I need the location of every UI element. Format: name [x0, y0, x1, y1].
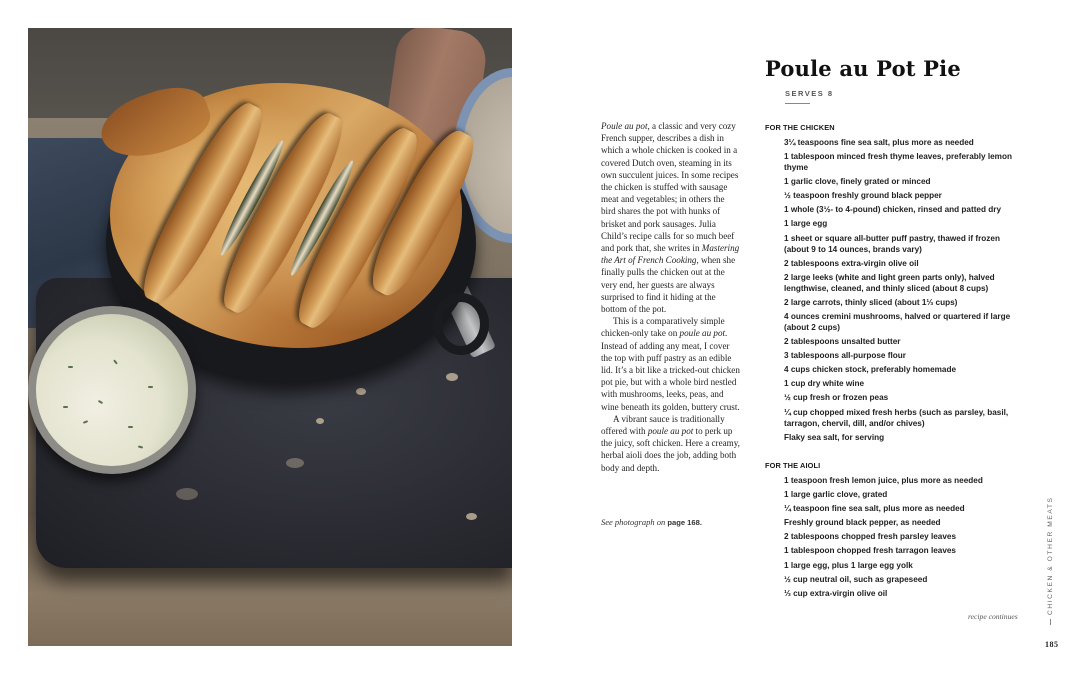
serves-divider: [785, 103, 810, 104]
ingredient-item: 1 large egg: [784, 219, 828, 229]
recipe-headnote: [601, 120, 741, 474]
recipe-title: Poule au Pot Pie: [765, 56, 961, 81]
ingredient-item: Freshly ground black pepper, as needed: [784, 518, 941, 528]
ingredient-item: ½ teaspoon freshly ground black pepper: [784, 191, 942, 201]
see-photo-prefix: See photograph on: [601, 517, 668, 527]
recipe-continues-note: recipe continues: [968, 612, 1018, 621]
headnote-paragraph-2: This is a comparatively simple chicken-only take on poule au pot. Instead of adding any meat, I cover the top with puff pastry as an edible lid. It’s a bit like a tricked-out chicken pot pie, but with a whole bird nestled with mushrooms, leeks, peas, and wine beneath its golden, buttery crust.: [601, 316, 740, 412]
ingredient-item: 1 teaspoon fresh lemon juice, plus more as needed: [784, 476, 983, 485]
headnote-paragraph-1: Poule au pot, a classic and very cozy French supper, describes a dish in which a whole chicken is cooked in a covered Dutch oven, steaming in its own succulent juices. In some recipes the chicken is stuffed with sausage meat and vegetables; in others the bird shares the pot with hunks of brisket and pork sausages. Julia Child’s recipe calls for so much beef and pork that, she writes in Mastering the Art of French Cooking, when she finally pulls the chicken out at the very end, her guests are always surprised to find it hiding at the bottom of the pot.: [601, 121, 740, 315]
ingredients-aioli-list: [765, 475, 1035, 599]
ingredients-aioli-heading: FOR THE AIOLI: [765, 461, 821, 470]
ingredient-item: 1 sheet or square all-butter puff pastry, thawed if frozen (about 9 to 14 ounces, brands vary): [784, 233, 1000, 254]
ingredients-chicken: [765, 123, 1035, 446]
page-number: 185: [1045, 640, 1059, 649]
ingredient-item: 1 garlic clove, finely grated or minced: [784, 177, 931, 187]
ingredient-item: 1 large egg, plus 1 large egg yolk: [784, 560, 913, 570]
ingredient-item: 1 cup dry white wine: [784, 379, 865, 389]
see-photo-page-link[interactable]: page 168.: [667, 518, 702, 527]
ingredient-item: 4 ounces cremini mushrooms, halved or quartered if large (about 2 cups): [784, 311, 1011, 332]
ingredient-item: 2 large leeks (white and light green parts only), halved lengthwise, cleaned, and thinly sliced (about 8 cups): [784, 272, 995, 293]
ingredient-item: 3¼ teaspoons fine sea salt, plus more as needed: [784, 138, 974, 147]
ingredient-item: 1 tablespoon minced fresh thyme leaves, preferably lemon thyme: [784, 152, 1012, 173]
ingredients-chicken-list: [765, 137, 1035, 443]
photo-cross-reference: [601, 517, 702, 527]
ingredient-item: ¼ teaspoon fine sea salt, plus more as needed: [784, 504, 965, 514]
photo-aioli-bowl: [28, 306, 196, 474]
ingredient-item: 1 tablespoon chopped fresh tarragon leaves: [784, 546, 956, 556]
ingredient-item: ½ cup fresh or frozen peas: [784, 393, 889, 403]
ingredient-item: 4 cups chicken stock, preferably homemade: [784, 365, 957, 375]
headnote-paragraph-3: A vibrant sauce is traditionally offered with poule au pot to perk up the juicy, soft chicken. Here a creamy, herbal aioli does the job, adding both body and depth.: [601, 413, 740, 473]
ingredient-item: ⅓ cup extra-virgin olive oil: [784, 588, 888, 598]
ingredient-item: Flaky sea salt, for serving: [784, 432, 885, 442]
ingredient-item: 3 tablespoons all-purpose flour: [784, 351, 906, 361]
serves-label: SERVES 8: [785, 89, 834, 98]
ingredient-item: 2 tablespoons unsalted butter: [784, 337, 901, 347]
ingredients-chicken-heading: FOR THE CHICKEN: [765, 123, 835, 132]
ingredient-item: 1 large garlic clove, grated: [784, 490, 888, 500]
chapter-running-head: CHICKEN & OTHER MEATS: [1047, 497, 1054, 625]
recipe-photo: [28, 28, 512, 646]
ingredients-aioli: [765, 461, 1035, 602]
photo-pot-handle: [433, 293, 489, 355]
ingredient-item: 2 large carrots, thinly sliced (about 1⅓ cups): [784, 297, 958, 307]
ingredient-item: 1 whole (3½- to 4-pound) chicken, rinsed and patted dry: [784, 205, 1001, 215]
ingredient-item: 2 tablespoons extra-virgin olive oil: [784, 258, 919, 268]
ingredient-item: ¼ cup chopped mixed fresh herbs (such as parsley, basil, tarragon, chervil, dill, and/or chives): [784, 407, 1009, 428]
ingredient-item: 2 tablespoons chopped fresh parsley leaves: [784, 532, 957, 542]
ingredient-item: ½ cup neutral oil, such as grapeseed: [784, 574, 928, 584]
